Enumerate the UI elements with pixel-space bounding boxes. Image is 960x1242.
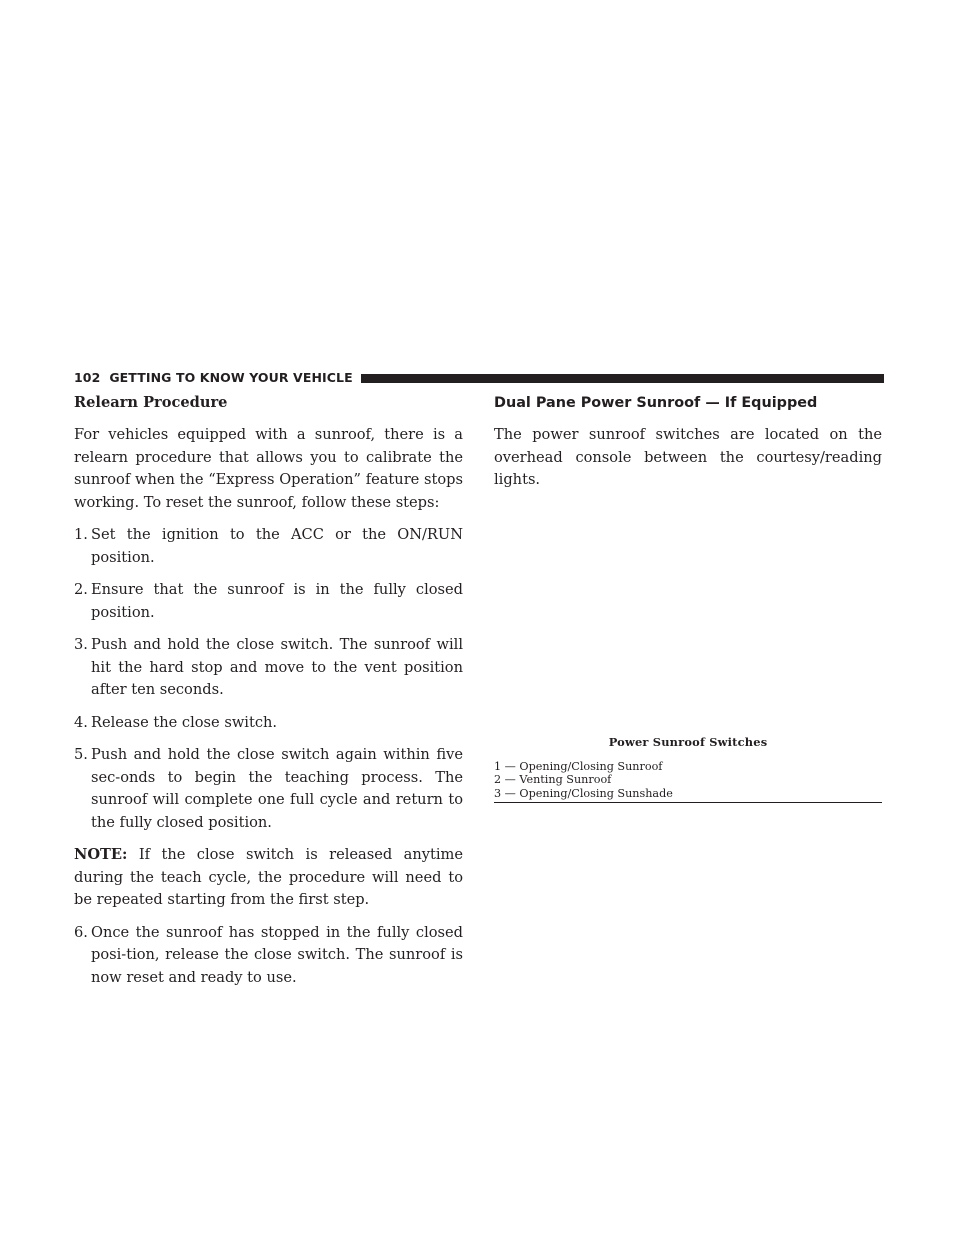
right-column [494, 392, 882, 803]
figure-legend [494, 760, 882, 804]
header-rule [334, 374, 884, 383]
step-item [74, 922, 463, 990]
sunroof-heading: Dual Pane Power Sunroof — If Equipped [494, 395, 818, 411]
figure-caption: Power Sunroof Switches [608, 734, 768, 749]
step-number: 2. [74, 581, 88, 598]
header-text [74, 369, 361, 387]
relearn-heading: Relearn Procedure [74, 394, 228, 411]
legend-item: 1 — Opening/Closing Sunroof [494, 759, 663, 773]
step-item [74, 712, 463, 735]
legend-item: 2 — Venting Sunroof [494, 773, 612, 786]
step-text: Set the ignition to the ACC or the ON/RUN position. [91, 526, 463, 566]
step-number: 5. [74, 746, 88, 763]
step-text: Push and hold the close switch. The sunroof will hit the hard stop and move to the vent position after ten seconds. [91, 636, 463, 698]
relearn-intro: For vehicles equipped with a sunroof, there is a relearn procedure that allows you to calibrate the sunroof when the “Express Operation” feature stops working. To reset the sunroof, follow these steps: [74, 426, 463, 511]
note-label: NOTE: [74, 846, 128, 863]
step-number: 3. [74, 636, 88, 653]
step-text: Release the close switch. [91, 713, 278, 731]
step-text: Once the sunroof has stopped in the fully closed posi-tion, release the close switch. The sunroof is now reset and ready to use. [91, 923, 463, 986]
step-number: 1. [74, 526, 88, 543]
sunroof-intro: The power sunroof switches are located on the overhead console between the courtesy/reading lights. [494, 426, 882, 488]
step-item [74, 524, 463, 569]
legend-item: 3 — Opening/Closing Sunshade [494, 786, 673, 800]
note-text: If the close switch is released anytime during the teach cycle, the procedure will need to be repeated starting from the first step. [74, 846, 463, 908]
step-item [74, 744, 463, 834]
section-title-header: GETTING TO KNOW YOUR VEHICLE [109, 370, 353, 385]
step-number: 6. [74, 923, 88, 941]
step-item [74, 579, 463, 624]
step-text: Ensure that the sunroof is in the fully closed position. [91, 581, 463, 621]
step-number: 4. [74, 713, 88, 731]
step-item [74, 634, 463, 702]
page-number: 102 [74, 370, 101, 385]
note-paragraph [74, 844, 463, 912]
figure-area [494, 502, 882, 734]
left-column [74, 392, 463, 999]
page-header [74, 369, 884, 387]
step-text: Push and hold the close switch again within five sec-onds to begin the teaching process. The sunroof will complete one full cycle and return to the fully closed position. [91, 746, 463, 831]
